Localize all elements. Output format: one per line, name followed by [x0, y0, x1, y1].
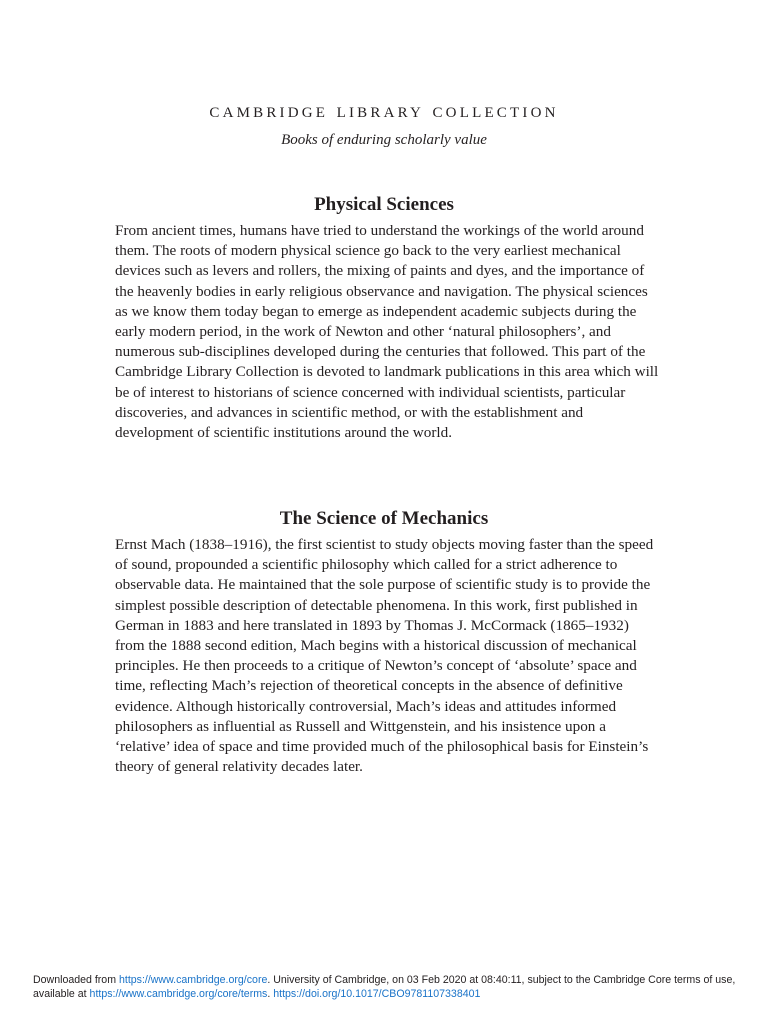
footer-text-downloaded: Downloaded from [33, 974, 119, 986]
section-body-physical-sciences: From ancient times, humans have tried to understand the workings of the world around them. The roots of modern physical science go back to the very earliest mechanical devices such as levers and rollers, the mixing of paints and dyes, and the importance of the heavenly bodies in early religious observance and navigation. The physical sciences as we know them today began to emerge as independent academic subjects during the early modern period, in the work of Newton and other ‘natural philosophers’, and numerous sub-disciplines developed during the centuries that followed. This part of the Cambridge Library Collection is devoted to landmark publications in this area which will be of interest to historians of science concerned with individual scientists, particular discoveries, and advances in scientific method, or with the establishment and development of scientific institutions around the world. [115, 222, 659, 442]
footer-text-terms-notice: . University of Cambridge, on 03 Feb 2020 at 08:40:11, subject to the Cambridge Core terms of use, available at [33, 974, 736, 1000]
download-footer [33, 973, 753, 1001]
section-body-science-of-mechanics: Ernst Mach (1838–1916), the first scientist to study objects moving faster than the speed of sound, propounded a scientific philosophy which called for a strict adherence to observable data. He maintained that the sole purpose of scientific study is to provide the simplest possible description of detectable phenomena. In this work, first published in German in 1883 and here translated in 1893 by Thomas J. McCormack (1865–1932) from the 1888 second edition, Mach begins with a historical discussion of mechanical principles. He then proceeds to a critique of Newton’s concept of ‘absolute’ space and time, reflecting Mach’s rejection of theoretical concepts in the absence of definitive evidence. Although historically controversial, Mach’s ideas and attitudes informed philosophers as influential as Russell and Wittgenstein, and his insistence upon a ‘relative’ idea of space and time provided much of the philosophical basis for Einstein’s theory of general relativity decades later. [115, 536, 654, 776]
section-heading-science-of-mechanics: The Science of Mechanics [279, 508, 489, 529]
section-heading-physical-sciences: Physical Sciences [314, 194, 454, 215]
footer-link-doi[interactable]: https://doi.org/10.1017/CBO9781107338401 [273, 988, 481, 1000]
footer-link-cambridge-core[interactable]: https://www.cambridge.org/core [118, 974, 268, 986]
footer-link-terms[interactable]: https://www.cambridge.org/core/terms [89, 988, 268, 1000]
series-title: cambridge library collection [209, 98, 559, 122]
series-subtitle: Books of enduring scholarly value [281, 132, 487, 148]
footer-text-separator: . [267, 988, 274, 1000]
